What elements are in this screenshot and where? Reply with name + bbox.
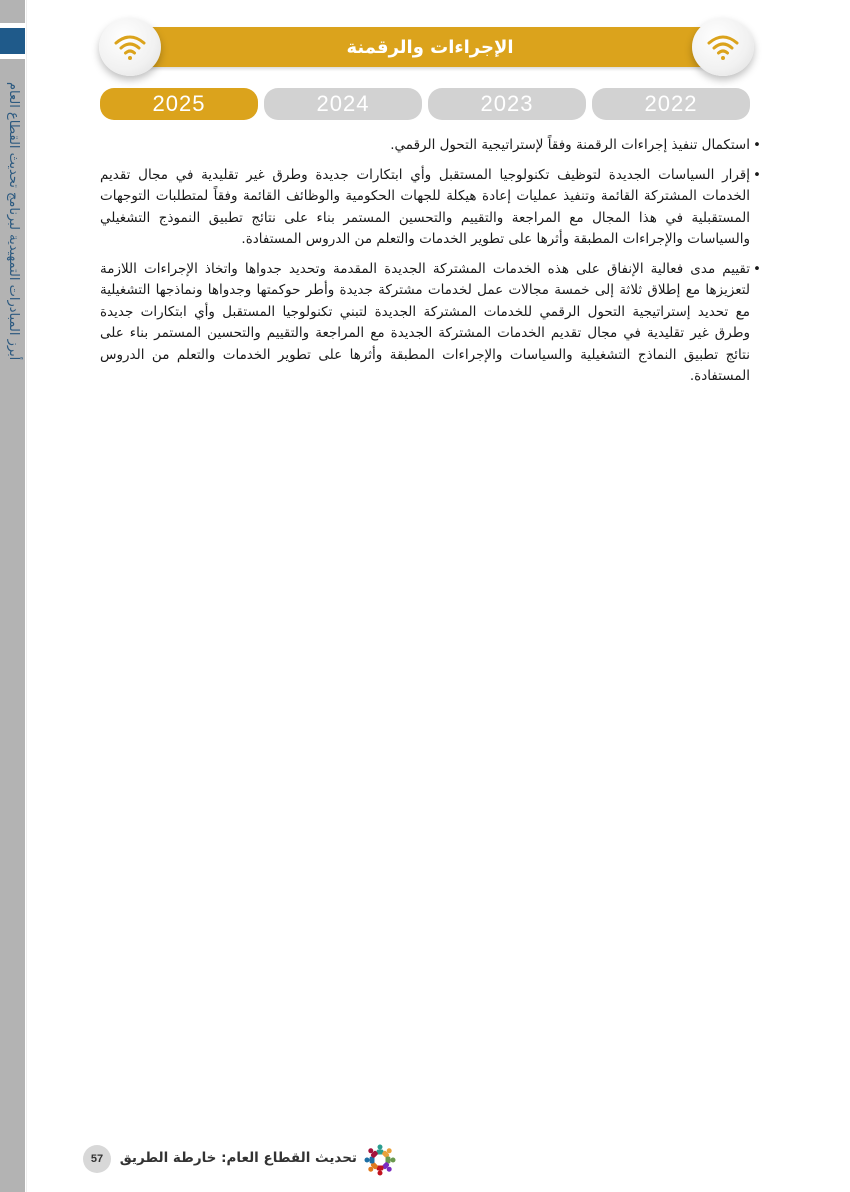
- chapter-title: أبرز المبادرات التمهيدية لبرنامج تحديث القطاع العام: [6, 81, 21, 360]
- footer-title: تحديث القطاع العام: خارطة الطريق: [119, 1150, 357, 1166]
- content-body: [100, 135, 760, 396]
- list-item: • استكمال تنفيذ إجراءات الرقمنة وفقاً لإستراتيجية التحول الرقمي.: [100, 135, 750, 157]
- year-tabs: [100, 88, 750, 120]
- list-item: • إقرار السياسات الجديدة لتوظيف تكنولوجيا المستقبل وأي ابتكارات جديدة وطرق غير تقليدية في مجال تقديم الخدمات المشتركة القائمة وتنفيذ عمليات إعادة هيكلة للجهات الحكومية والوظائف القائمة وفقاً لمتطلبات التوجهات المستقبلية في هذا المجال مع المراجعة والتقييم والتحسين المستمر بناء على نتائج تطبيق النموذج التشغيلي والسياسات والإجراءات المطبقة وأثرها على تطوير الخدمات والتعلم من الدروس المستفادة.: [100, 165, 750, 251]
- tab-2023[interactable]: 2023: [428, 88, 586, 120]
- side-strip: [0, 0, 25, 1192]
- divider: [26, 0, 27, 1192]
- tab-2025[interactable]: 2025: [100, 88, 258, 120]
- bullet-list: [100, 135, 760, 388]
- page-footer: [80, 1142, 410, 1178]
- section-header: [140, 27, 720, 67]
- wifi-icon: [113, 32, 147, 62]
- section-marker: [0, 28, 25, 54]
- side-strip-gap: [0, 54, 25, 59]
- tab-2024[interactable]: 2024: [264, 88, 422, 120]
- page-number: 57: [83, 1145, 111, 1173]
- wifi-icon: [706, 32, 740, 62]
- wifi-badge-right: [692, 18, 754, 76]
- tab-2022[interactable]: 2022: [592, 88, 750, 120]
- wifi-badge-left: [99, 18, 161, 76]
- people-circle-logo-icon: [360, 1142, 400, 1178]
- section-title: الإجراءات والرقمنة: [346, 36, 514, 58]
- list-item: • تقييم مدى فعالية الإنفاق على هذه الخدمات المشتركة الجديدة المقدمة وتحديد جدواها واتخاذ الإجراءات اللازمة لتعزيزها مع إطلاق ثلاثة إلى خمسة مجالات عمل لخدمات مشتركة جديدة وأطر حوكمتها وجدواها ونماذجها التشغيلية مع تحديد إستراتيجية التحول الرقمي للخدمات المشتركة الجديدة لتبني تكنولوجيا المستقبل وأي ابتكارات جديدة وطرق غير تقليدية في مجال تقديم الخدمات المشتركة الجديدة مع المراجعة والتقييم والتحسين المستمر بناء على نتائج تطبيق النماذج التشغيلية والسياسات والإجراءات المطبقة وأثرها على تطوير الخدمات والتعلم من الدروس المستفادة.: [100, 259, 750, 388]
